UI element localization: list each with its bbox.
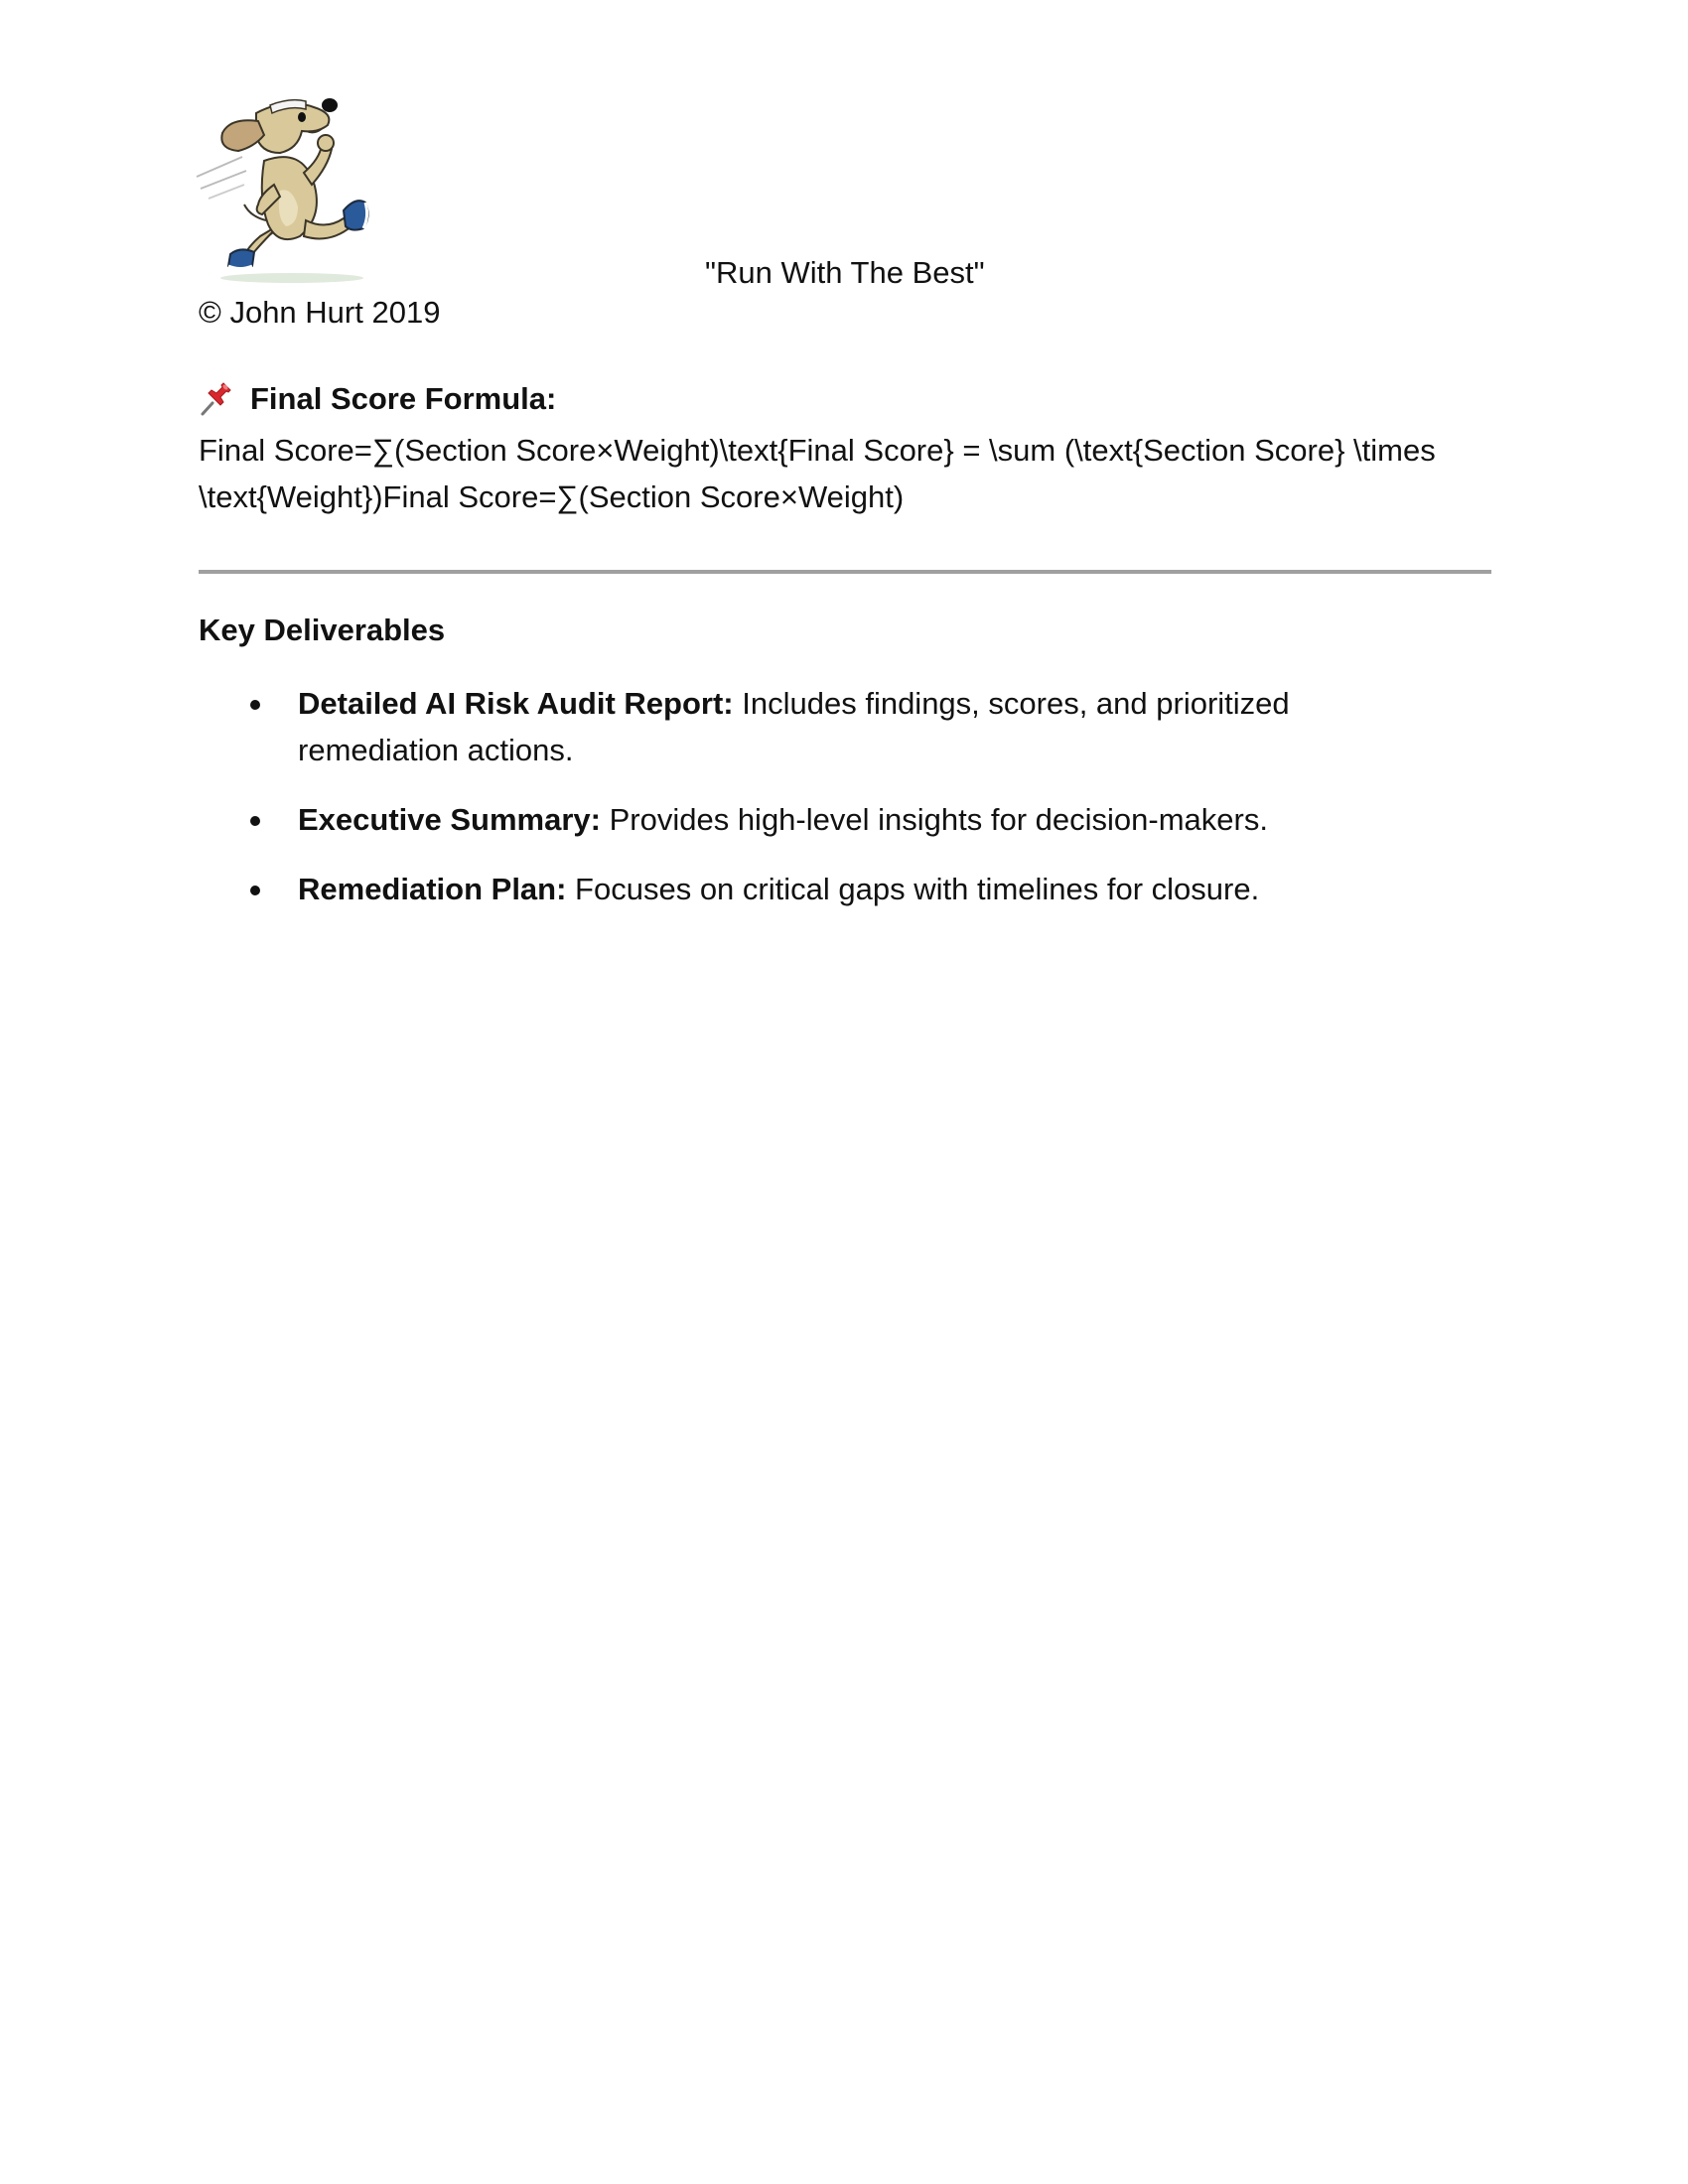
- deliverables-heading: Key Deliverables: [199, 613, 446, 647]
- list-item: [199, 866, 1390, 912]
- bullet-icon: [250, 700, 260, 710]
- list-item: [199, 796, 1390, 843]
- formula-line-1: Final Score=∑(Section Score×Weight)\text{Final Score} = \sum (\text{Section Score} \times: [199, 433, 1436, 468]
- list-item: [199, 680, 1390, 773]
- bullet-icon: [250, 886, 260, 895]
- deliverable-description: Focuses on critical gaps with timelines for closure.: [575, 872, 1260, 906]
- deliverable-title: Detailed AI Risk Audit Report:: [298, 686, 743, 721]
- formula-text: [199, 427, 1489, 520]
- deliverable-description: Includes findings, scores, and prioritized remediation actions.: [298, 686, 1290, 767]
- formula-heading: [199, 380, 556, 418]
- pushpin-icon: [199, 381, 232, 417]
- copyright-notice: © John Hurt 2019: [199, 295, 441, 330]
- formula-line-2: \text{Weight})Final Score=∑(Section Score×Weight): [199, 479, 905, 514]
- bullet-icon: [250, 816, 260, 826]
- deliverable-description: Provides high-level insights for decision-makers.: [609, 802, 1268, 837]
- formula-heading-text: Final Score Formula:: [250, 381, 557, 416]
- horizontal-divider: [199, 570, 1491, 574]
- deliverable-title: Remediation Plan:: [298, 872, 576, 906]
- deliverable-title: Executive Summary:: [298, 802, 610, 837]
- deliverables-list: [199, 680, 1390, 935]
- tagline: "Run With The Best": [705, 255, 985, 290]
- running-dog-mascot-icon: [195, 91, 383, 286]
